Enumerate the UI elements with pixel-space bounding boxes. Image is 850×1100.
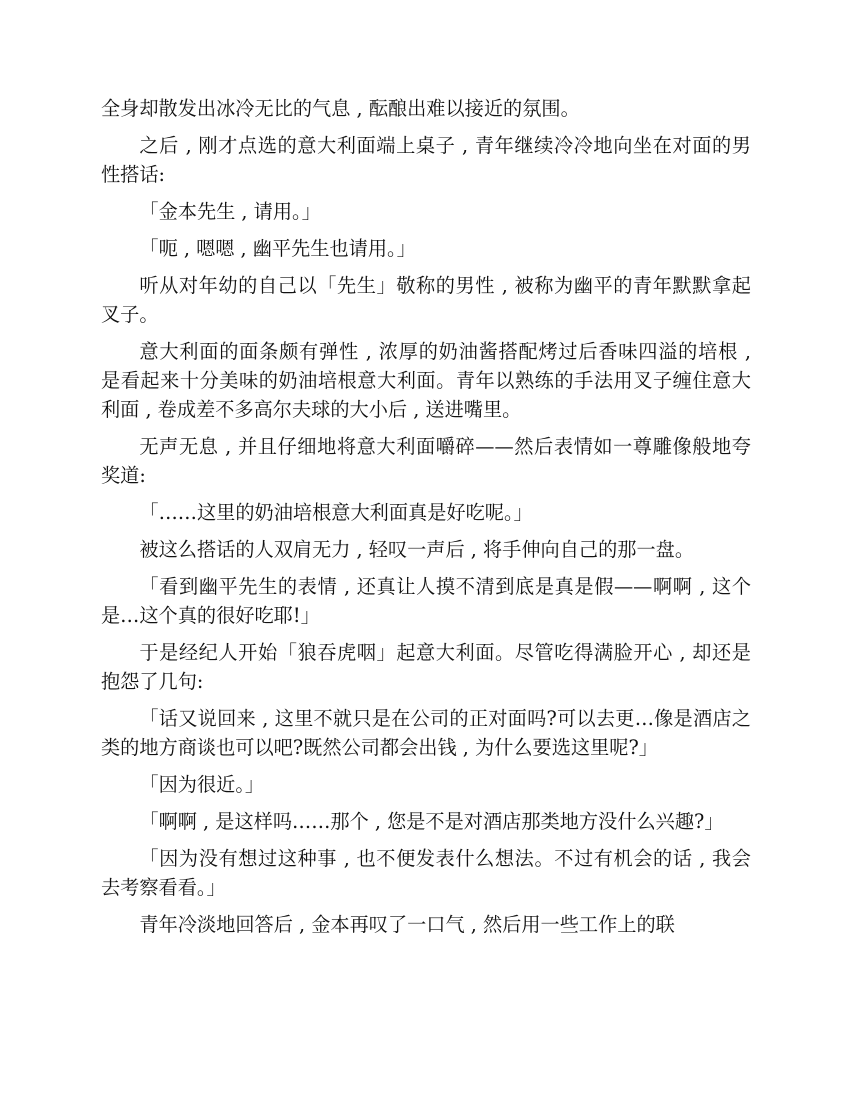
paragraph: 「呃 , 嗯嗯 , 幽平先生也请用。」	[139, 237, 416, 260]
paragraph: 听从对年幼的自己以「先生」敬称的男性 , 被称为幽平的青年默默拿起叉子。	[101, 274, 751, 326]
paragraph: 「啊啊 , 是这样吗……那个 , 您是不是对酒店那类地方没什么兴趣?」	[139, 810, 724, 833]
paragraph: 「看到幽平先生的表情 , 还真让人摸不清到底是真是假——啊啊 , 这个是…这个真的很好吃耶!」	[101, 575, 751, 627]
paragraph: 全身却散发出冰冷无比的气息 , 酝酿出难以接近的氛围。	[101, 97, 580, 120]
paragraph: 青年冷淡地回答后 , 金本再叹了一口气 , 然后用一些工作上的联	[139, 913, 675, 936]
paragraph: 「金本先生 , 请用。」	[139, 200, 321, 223]
paragraph: 「……这里的奶油培根意大利面真是好吃呢。」	[139, 501, 533, 524]
paragraph: 「因为没有想过这种事 , 也不便发表什么想法。不过有机会的话 , 我会去考察看看。」	[101, 847, 751, 899]
paragraph: 「话又说回来 , 这里不就只是在公司的正对面吗?可以去更…像是酒店之类的地方商谈也可以吧?既然公司都会出钱 , 为什么要选这里呢?」	[101, 707, 751, 759]
paragraph: 于是经纪人开始「狼吞虎咽」起意大利面。尽管吃得满脸开心 , 却还是抱怨了几句:	[101, 641, 751, 693]
paragraph: 被这么搭话的人双肩无力 , 轻叹一声后 , 将手伸向自己的那一盘。	[139, 538, 695, 561]
paragraph: 意大利面的面条颇有弹性 , 浓厚的奶油酱搭配烤过后香味四溢的培根 , 是看起来十分美味的奶油培根意大利面。青年以熟练的手法用叉子缠住意大利面 , 卷成差不多高尔夫球的大小后 , 送进嘴里。	[101, 340, 758, 421]
paragraph: 无声无息 , 并且仔细地将意大利面嚼碎——然后表情如一尊雕像般地夸奖道:	[101, 435, 751, 487]
document-page	[101, 94, 758, 947]
paragraph: 之后 , 刚才点选的意大利面端上桌子 , 青年继续冷冷地向坐在对面的男性搭话:	[101, 134, 751, 186]
paragraph: 「因为很近。」	[139, 773, 265, 796]
